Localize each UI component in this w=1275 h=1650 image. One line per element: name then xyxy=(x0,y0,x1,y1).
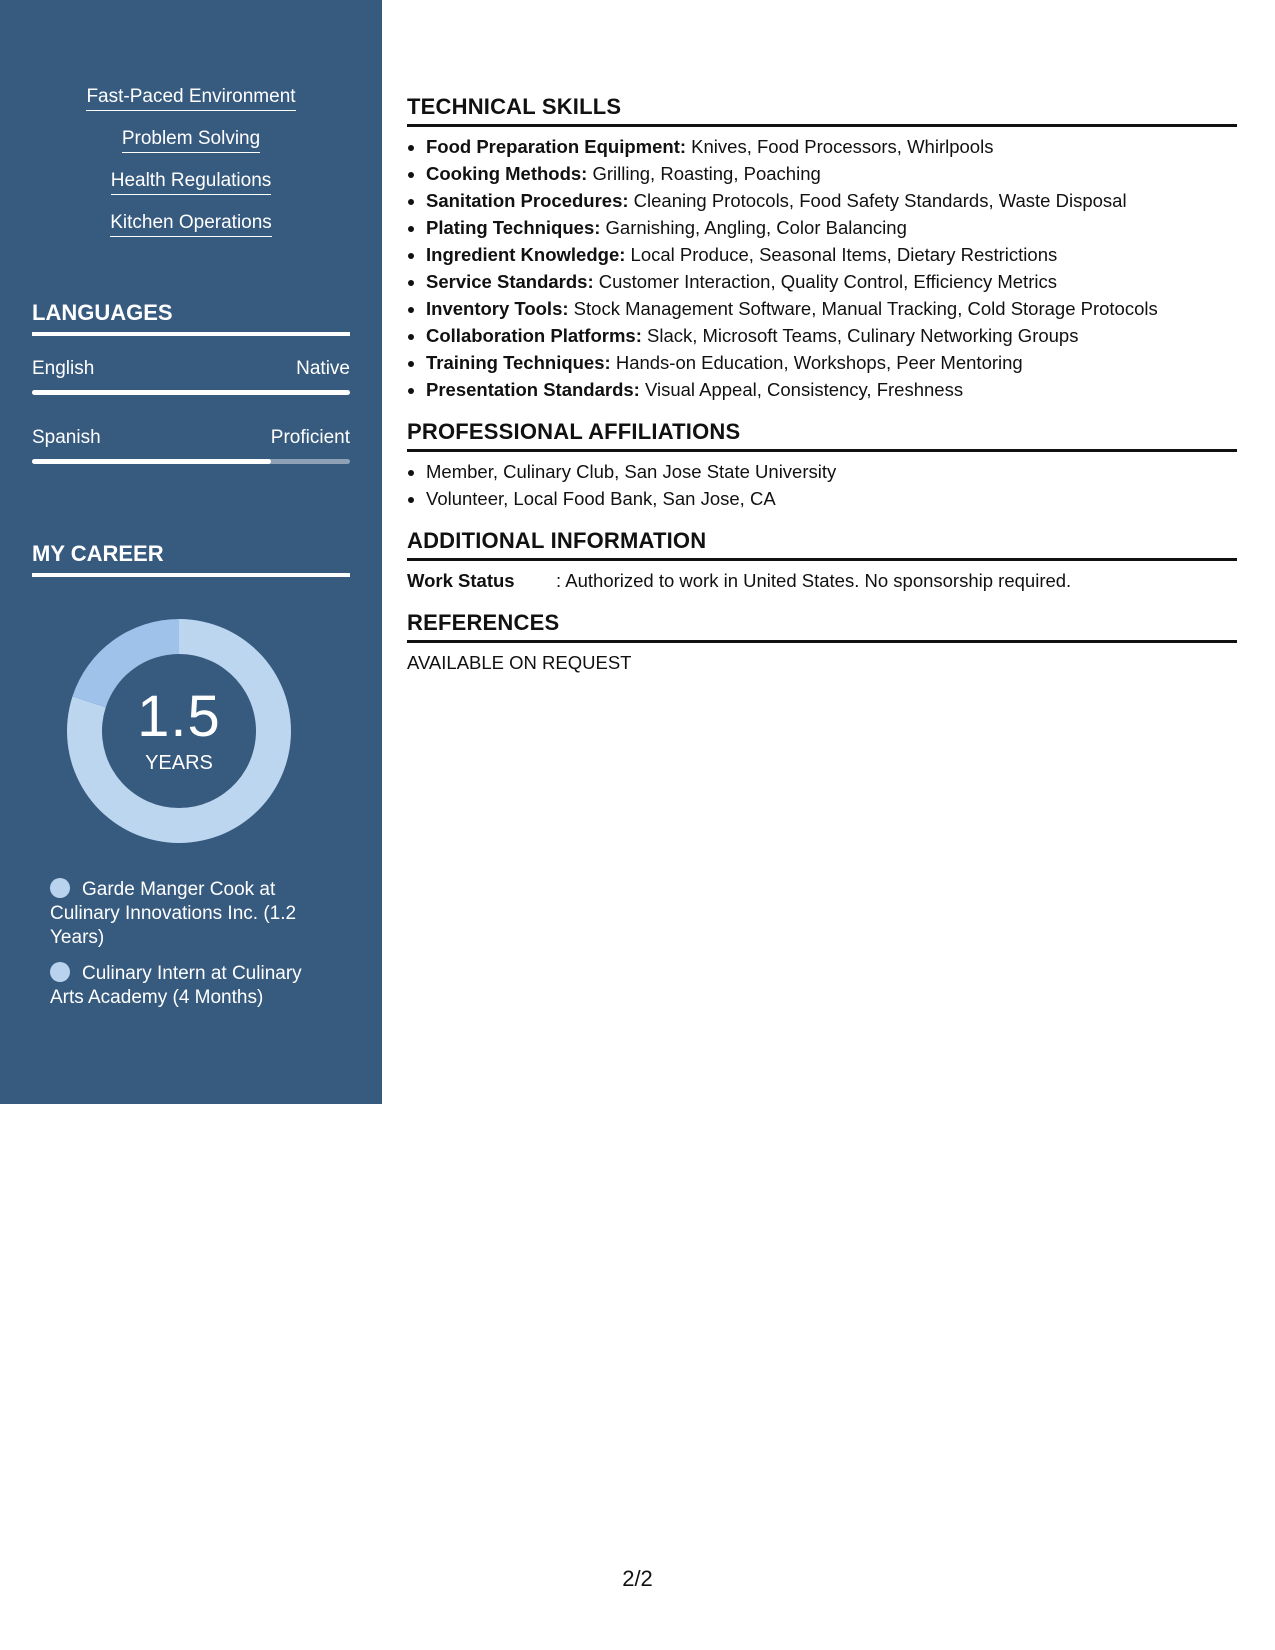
career-heading: MY CAREER xyxy=(32,541,350,577)
list-item: • Training Techniques: Hands-on Education, Workshops, Peer Mentoring xyxy=(426,349,1237,376)
additional-info-heading: ADDITIONAL INFORMATION xyxy=(407,528,1237,561)
main-content xyxy=(407,94,1237,676)
list-item: • Collaboration Platforms: Slack, Microsoft Teams, Culinary Networking Groups xyxy=(426,322,1237,349)
page-number: 2/2 xyxy=(622,1566,653,1591)
language-bar-fill xyxy=(32,459,271,464)
skills-list xyxy=(0,86,382,254)
technical-skills-list xyxy=(407,133,1237,403)
language-spanish xyxy=(32,427,350,464)
list-item: • Ingredient Knowledge: Local Produce, Seasonal Items, Dietary Restrictions xyxy=(426,241,1237,268)
career-total-value: 1.5 xyxy=(137,683,221,749)
language-bar xyxy=(32,459,350,464)
list-item: • Service Standards: Customer Interaction, Quality Control, Efficiency Metrics xyxy=(426,268,1237,295)
legend-dot-icon xyxy=(50,878,70,898)
work-status-value: : Authorized to work in United States. No sponsorship required. xyxy=(556,570,1072,591)
skill-tag: Fast-Paced Environment xyxy=(86,86,295,111)
skill-tag: Kitchen Operations xyxy=(110,212,272,237)
technical-skills-heading: TECHNICAL SKILLS xyxy=(407,94,1237,127)
affiliations-heading: PROFESSIONAL AFFILIATIONS xyxy=(407,419,1237,452)
sidebar xyxy=(0,0,382,1104)
language-name: Spanish xyxy=(32,427,101,448)
language-level: Native xyxy=(296,358,350,379)
list-item: • Plating Techniques: Garnishing, Angling, Color Balancing xyxy=(426,214,1237,241)
list-item: • Sanitation Procedures: Cleaning Protocols, Food Safety Standards, Waste Disposal xyxy=(426,187,1237,214)
language-name: English xyxy=(32,358,95,379)
career-list xyxy=(50,878,310,1022)
career-total xyxy=(66,618,292,844)
career-total-unit: YEARS xyxy=(145,751,213,774)
language-level: Proficient xyxy=(270,427,350,448)
career-item xyxy=(50,878,310,950)
career-item-text: Culinary Intern at Culinary Arts Academy (4 Months) xyxy=(50,963,302,1008)
skill-tag: Problem Solving xyxy=(122,128,260,153)
language-bar-fill xyxy=(32,390,350,395)
affiliations-list xyxy=(407,458,1237,512)
language-english xyxy=(32,358,350,395)
references-heading: REFERENCES xyxy=(407,610,1237,643)
work-status-row xyxy=(407,567,1237,594)
list-item: • Member, Culinary Club, San Jose State University xyxy=(426,458,1237,485)
list-item: • Food Preparation Equipment: Knives, Food Processors, Whirlpools xyxy=(426,133,1237,160)
list-item: • Cooking Methods: Grilling, Roasting, Poaching xyxy=(426,160,1237,187)
list-item: • Inventory Tools: Stock Management Software, Manual Tracking, Cold Storage Protocols xyxy=(426,295,1237,322)
list-item: • Volunteer, Local Food Bank, San Jose, CA xyxy=(426,485,1237,512)
skill-tag: Health Regulations xyxy=(111,170,272,195)
work-status-label: Work Status xyxy=(407,570,515,591)
languages-heading: LANGUAGES xyxy=(32,300,350,336)
list-item: • Presentation Standards: Visual Appeal, Consistency, Freshness xyxy=(426,376,1237,403)
legend-dot-icon xyxy=(50,962,70,982)
references-text: AVAILABLE ON REQUEST xyxy=(407,652,632,673)
career-item-text: Garde Manger Cook at Culinary Innovations Inc. (1.2 Years) xyxy=(50,879,297,948)
language-bar xyxy=(32,390,350,395)
career-item xyxy=(50,962,310,1010)
